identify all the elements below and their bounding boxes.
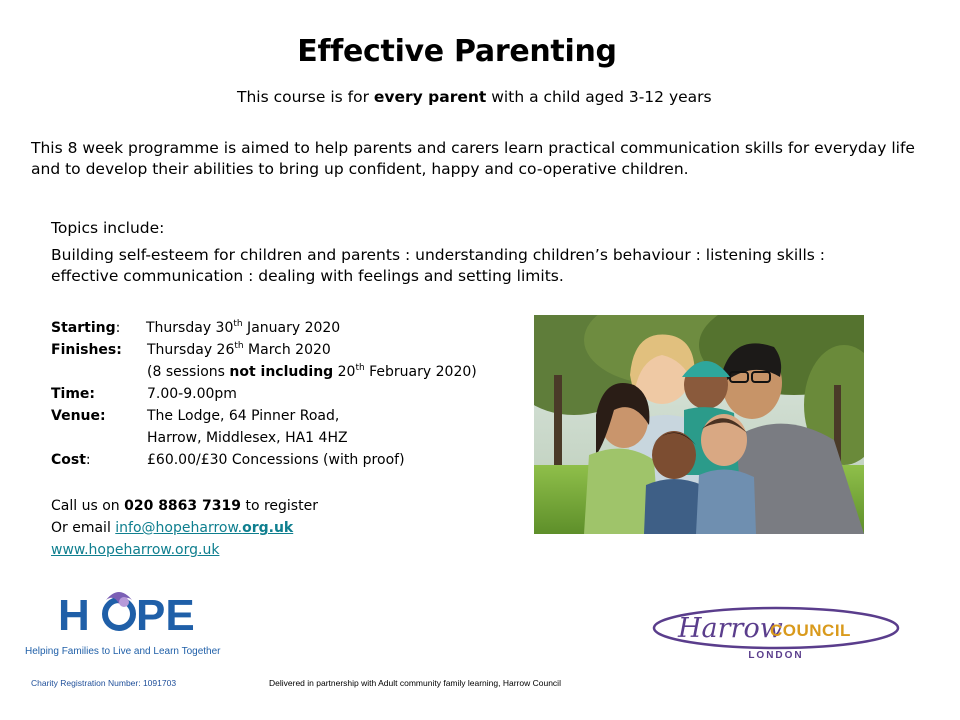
- venue-row-2: [51, 427, 521, 449]
- website-row: [51, 539, 521, 561]
- call-row: [51, 495, 521, 517]
- harrow-council-word: COUNCIL: [770, 621, 851, 640]
- sessions-row: [51, 361, 521, 383]
- time-value: 7.00-9.00pm: [147, 386, 237, 402]
- hope-tagline: Helping Families to Live and Learn Together: [25, 646, 221, 657]
- cost-value: £60.00/£30 Concessions (with proof): [147, 452, 405, 468]
- topics-list: Building self-esteem for children and parents : understanding children’s behaviour : listening skills : effective communication : dealing with feelings and setting limits.: [51, 246, 825, 285]
- finishes-label: Finishes:: [51, 342, 122, 358]
- contact-info: [51, 495, 521, 561]
- course-audience: [237, 88, 712, 106]
- hope-logo-pe: PE: [136, 591, 195, 640]
- finishes-date-post: March 2020: [243, 342, 331, 358]
- audience-emphasis: every parent: [373, 88, 487, 106]
- sessions-sup: th: [355, 363, 365, 373]
- starting-date-post: January 2020: [242, 320, 341, 336]
- venue-line-2: Harrow, Middlesex, HA1 4HZ: [147, 430, 348, 446]
- starting-colon: :: [115, 320, 121, 336]
- starting-date-sup: th: [233, 319, 243, 329]
- harrow-script: Harrow: [678, 613, 783, 644]
- charity-registration: Charity Registration Number: 1091703: [31, 678, 177, 688]
- website-link[interactable]: www.hopeharrow.org.uk: [51, 542, 220, 558]
- call-post: to register: [241, 498, 318, 514]
- starting-label: Starting: [51, 320, 116, 336]
- audience-pre: This course is for: [237, 88, 374, 106]
- starting-date-pre: Thursday 30: [146, 320, 234, 336]
- phone-number: 020 8863 7319: [124, 498, 241, 514]
- finishes-date-sup: th: [234, 341, 244, 351]
- harrow-london-word: LONDON: [748, 650, 804, 661]
- finishes-value: [147, 339, 331, 361]
- venue-row: [51, 405, 521, 427]
- audience-post: with a child aged 3-12 years: [486, 88, 712, 106]
- sessions-post: February 2020): [364, 364, 477, 380]
- harrow-council-logo: [650, 605, 902, 663]
- partnership-note: Delivered in partnership with Adult community family learning, Harrow Council: [269, 678, 561, 688]
- sessions-pre: (8 sessions: [147, 364, 230, 380]
- time-label: Time:: [51, 386, 96, 402]
- sessions-note: [147, 361, 477, 383]
- page-title: Effective Parenting: [297, 34, 617, 69]
- finishes-row: [51, 339, 521, 361]
- cost-label: Cost: [51, 452, 86, 468]
- venue-line-1: The Lodge, 64 Pinner Road,: [147, 408, 340, 424]
- programme-description: This 8 week programme is aimed to help parents and carers learn practical communication skills for everyday life and to develop their abilities to bring up confident, happy and co-operative children.: [31, 139, 915, 178]
- sessions-mid: 20: [333, 364, 356, 380]
- email-part-b: org.uk: [242, 520, 294, 536]
- starting-row: [51, 317, 521, 339]
- hope-logo-h: H: [58, 591, 90, 640]
- starting-value: [146, 317, 340, 339]
- time-row: [51, 383, 521, 405]
- topics-heading: Topics include:: [51, 219, 165, 237]
- family-photo: [534, 315, 864, 534]
- email-row: [51, 517, 521, 539]
- cost-colon: :: [85, 452, 91, 468]
- cost-row: [51, 449, 521, 471]
- call-pre: Call us on: [51, 498, 125, 514]
- course-details: [51, 317, 521, 471]
- venue-label: Venue:: [51, 408, 106, 424]
- email-part-a: info@hopeharrow.: [115, 520, 243, 536]
- email-pre: Or email: [51, 520, 116, 536]
- email-link[interactable]: [115, 520, 293, 536]
- sessions-emphasis: not including: [229, 364, 334, 380]
- finishes-date-pre: Thursday 26: [147, 342, 235, 358]
